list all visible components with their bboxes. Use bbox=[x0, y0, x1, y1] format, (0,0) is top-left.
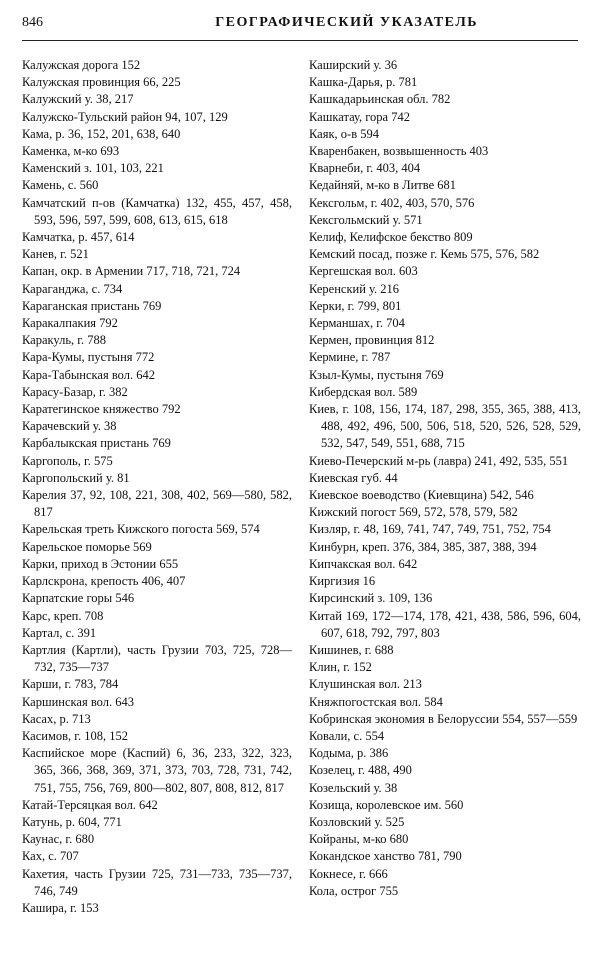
index-entry: Кола, острог 755 bbox=[309, 883, 399, 898]
index-entry: Кашкатау, гора 742 bbox=[309, 109, 410, 124]
index-entry: Катай-Терсяцкая вол. 642 bbox=[22, 797, 158, 812]
page-header bbox=[22, 12, 578, 34]
index-entry: Кермен, провинция 812 bbox=[309, 333, 435, 348]
index-entry: Каменский з. 101, 103, 221 bbox=[22, 161, 164, 176]
index-entry: Карс, креп. 708 bbox=[22, 608, 104, 623]
index-entry: Киевское воеводство (Киевщина) 542, 546 bbox=[309, 488, 534, 503]
index-entry: Картал, с. 391 bbox=[22, 625, 97, 640]
index-entry: Катунь, р. 604, 771 bbox=[22, 814, 122, 829]
index-entry: Каратегинское княжество 792 bbox=[22, 402, 181, 417]
index-entry: Киевская губ. 44 bbox=[309, 470, 398, 485]
index-entry: Калужская дорога 152 bbox=[22, 58, 141, 72]
header-rule bbox=[22, 40, 578, 41]
index-entry: Кишинев, г. 688 bbox=[309, 642, 394, 657]
index-entry: Кодыма, р. 386 bbox=[309, 746, 389, 761]
index-entry: Каспийское море (Каспий) 6, 36, 233, 322, 323, 365, 366, 368, 369, 371, 373, 703, 728, 731, 742, 751, 755, 756, 769, 800—802, 807, 808, 812, 817 bbox=[22, 746, 292, 795]
index-entry: Кексгольмский у. 571 bbox=[309, 212, 423, 227]
index-entry: Клин, г. 152 bbox=[309, 660, 372, 675]
index-entry: Карлскрона, крепость 406, 407 bbox=[22, 574, 186, 589]
index-entry: Козища, королевское им. 560 bbox=[309, 797, 464, 812]
index-entry: Караганджа, с. 734 bbox=[22, 281, 123, 296]
index-entry: Каменка, м-ко 693 bbox=[22, 144, 120, 159]
index-entry: Кермине, г. 787 bbox=[309, 350, 391, 365]
index-entry: Каракалпакия 792 bbox=[22, 316, 118, 331]
index-entry: Ковали, с. 554 bbox=[309, 728, 385, 743]
index-entry: Кокнесе, г. 666 bbox=[309, 866, 388, 881]
index-entry: Кварнеби, г. 403, 404 bbox=[309, 161, 421, 176]
index-entry: Ках, с. 707 bbox=[22, 849, 79, 864]
index-entry: Керманшах, г. 704 bbox=[309, 316, 405, 331]
index-entry: Койраны, м-ко 680 bbox=[309, 832, 409, 847]
index-entry: Канев, г. 521 bbox=[22, 247, 89, 262]
index-entry: Китай 169, 172—174, 178, 421, 438, 586, 596, 604, 607, 618, 792, 797, 803 bbox=[309, 608, 581, 640]
index-entry: Карачевский у. 38 bbox=[22, 419, 117, 434]
index-entry: Касах, р. 713 bbox=[22, 711, 91, 726]
index-entry: Кашкадарьинская обл. 782 bbox=[309, 92, 451, 107]
index-entry: Кашира, г. 153 bbox=[22, 900, 99, 915]
index-entry: Кижский погост 569, 572, 578, 579, 582 bbox=[309, 505, 518, 520]
left-index-column bbox=[22, 57, 292, 917]
index-entry: Кара-Табынская вол. 642 bbox=[22, 367, 155, 382]
index-entry: Клушинская вол. 213 bbox=[309, 677, 422, 692]
index-entry: Касимов, г. 108, 152 bbox=[22, 728, 128, 743]
index-entry: Карбалыкская пристань 769 bbox=[22, 436, 171, 451]
index-entry: Каунас, г. 680 bbox=[22, 832, 95, 847]
index-entry: Кобринская экономия в Белоруссии 554, 557—559 bbox=[309, 711, 578, 726]
index-entry: Калужский у. 38, 217 bbox=[22, 92, 134, 107]
index-entry: Карпатские горы 546 bbox=[22, 591, 135, 606]
index-entry: Каргопольский у. 81 bbox=[22, 470, 130, 485]
index-entry: Карасу-Базар, г. 382 bbox=[22, 384, 128, 399]
index-entry: Калужская провинция 66, 225 bbox=[22, 75, 181, 90]
page-number: 846 bbox=[22, 15, 43, 30]
index-entry: Кедайняй, м-ко в Литве 681 bbox=[309, 178, 457, 193]
index-entry: Кокандское ханство 781, 790 bbox=[309, 849, 462, 864]
index-entry: Каяк, о-в 594 bbox=[309, 126, 379, 141]
index-entry: Кергешская вол. 603 bbox=[309, 264, 418, 279]
index-entry: Кемский посад, позже г. Кемь 575, 576, 582 bbox=[309, 247, 540, 262]
index-entry: Кипчакская вол. 642 bbox=[309, 556, 418, 571]
index-entry: Козелец, г. 488, 490 bbox=[309, 763, 412, 778]
index-entry: Каргополь, г. 575 bbox=[22, 453, 113, 468]
index-entry: Козловский у. 525 bbox=[309, 814, 405, 829]
index-entry: Картлия (Картли), часть Грузии 703, 725, 728—732, 735—737 bbox=[22, 642, 292, 675]
running-title: ГЕОГРАФИЧЕСКИЙ УКАЗАТЕЛЬ bbox=[215, 15, 478, 30]
index-entry: Княжпогостская вол. 584 bbox=[309, 694, 443, 709]
index-entry: Камень, с. 560 bbox=[22, 178, 99, 193]
index-entry: Карши, г. 783, 784 bbox=[22, 677, 119, 692]
index-entry: Кама, р. 36, 152, 201, 638, 640 bbox=[22, 126, 181, 141]
right-index-column bbox=[309, 57, 581, 900]
index-entry: Кексгольм, г. 402, 403, 570, 576 bbox=[309, 195, 475, 210]
index-entry: Кибердская вол. 589 bbox=[309, 384, 418, 399]
index-entry: Капан, окр. в Армении 717, 718, 721, 724 bbox=[22, 264, 241, 279]
index-entry: Кизляр, г. 48, 169, 741, 747, 749, 751, 752, 754 bbox=[309, 522, 551, 537]
index-entry: Керки, г. 799, 801 bbox=[309, 298, 402, 313]
index-entry: Карелия 37, 92, 108, 221, 308, 402, 569—580, 582, 817 bbox=[22, 488, 292, 520]
index-entry: Каракуль, г. 788 bbox=[22, 333, 107, 348]
index-entry: Камчатка, р. 457, 614 bbox=[22, 230, 135, 245]
index-entry: Кинбурн, креп. 376, 384, 385, 387, 388, 394 bbox=[309, 539, 537, 554]
index-entry: Кирсинский з. 109, 136 bbox=[309, 591, 433, 606]
index-entry: Карельское поморье 569 bbox=[22, 539, 152, 554]
index-entry: Киргизия 16 bbox=[309, 574, 376, 589]
index-entry: Келиф, Келифское бекство 809 bbox=[309, 230, 473, 245]
index-entry: Каширский у. 36 bbox=[309, 58, 398, 72]
index-entry: Камчатский п-ов (Камчатка) 132, 455, 457, 458, 593, 596, 597, 599, 608, 613, 615, 618 bbox=[22, 195, 292, 227]
index-entry: Киево-Печерский м-рь (лавра) 241, 492, 535, 551 bbox=[309, 453, 569, 468]
index-entry: Кзыл-Кумы, пустыня 769 bbox=[309, 367, 444, 382]
index-entry: Калужско-Тульский район 94, 107, 129 bbox=[22, 109, 228, 124]
index-entry: Кашка-Дарья, р. 781 bbox=[309, 75, 418, 90]
index-entry: Карки, приход в Эстонии 655 bbox=[22, 556, 179, 571]
index-entry: Кара-Кумы, пустыня 772 bbox=[22, 350, 155, 365]
index-entry: Караганская пристань 769 bbox=[22, 298, 162, 313]
index-entry: Кахетия, часть Грузии 725, 731—733, 735—737, 746, 749 bbox=[22, 866, 292, 898]
index-entry: Каршинская вол. 643 bbox=[22, 694, 134, 709]
index-entry: Карельская треть Кижского погоста 569, 574 bbox=[22, 522, 260, 537]
index-entry: Козельский у. 38 bbox=[309, 780, 398, 795]
index-entry: Керенский у. 216 bbox=[309, 281, 400, 296]
index-entry: Киев, г. 108, 156, 174, 187, 298, 355, 365, 388, 413, 488, 492, 496, 500, 506, 518, 520, 526, 528, 529, 532, 547, 549, 551, 688, 715 bbox=[309, 402, 581, 451]
index-entry: Кваренбакен, возвышенность 403 bbox=[309, 144, 489, 159]
